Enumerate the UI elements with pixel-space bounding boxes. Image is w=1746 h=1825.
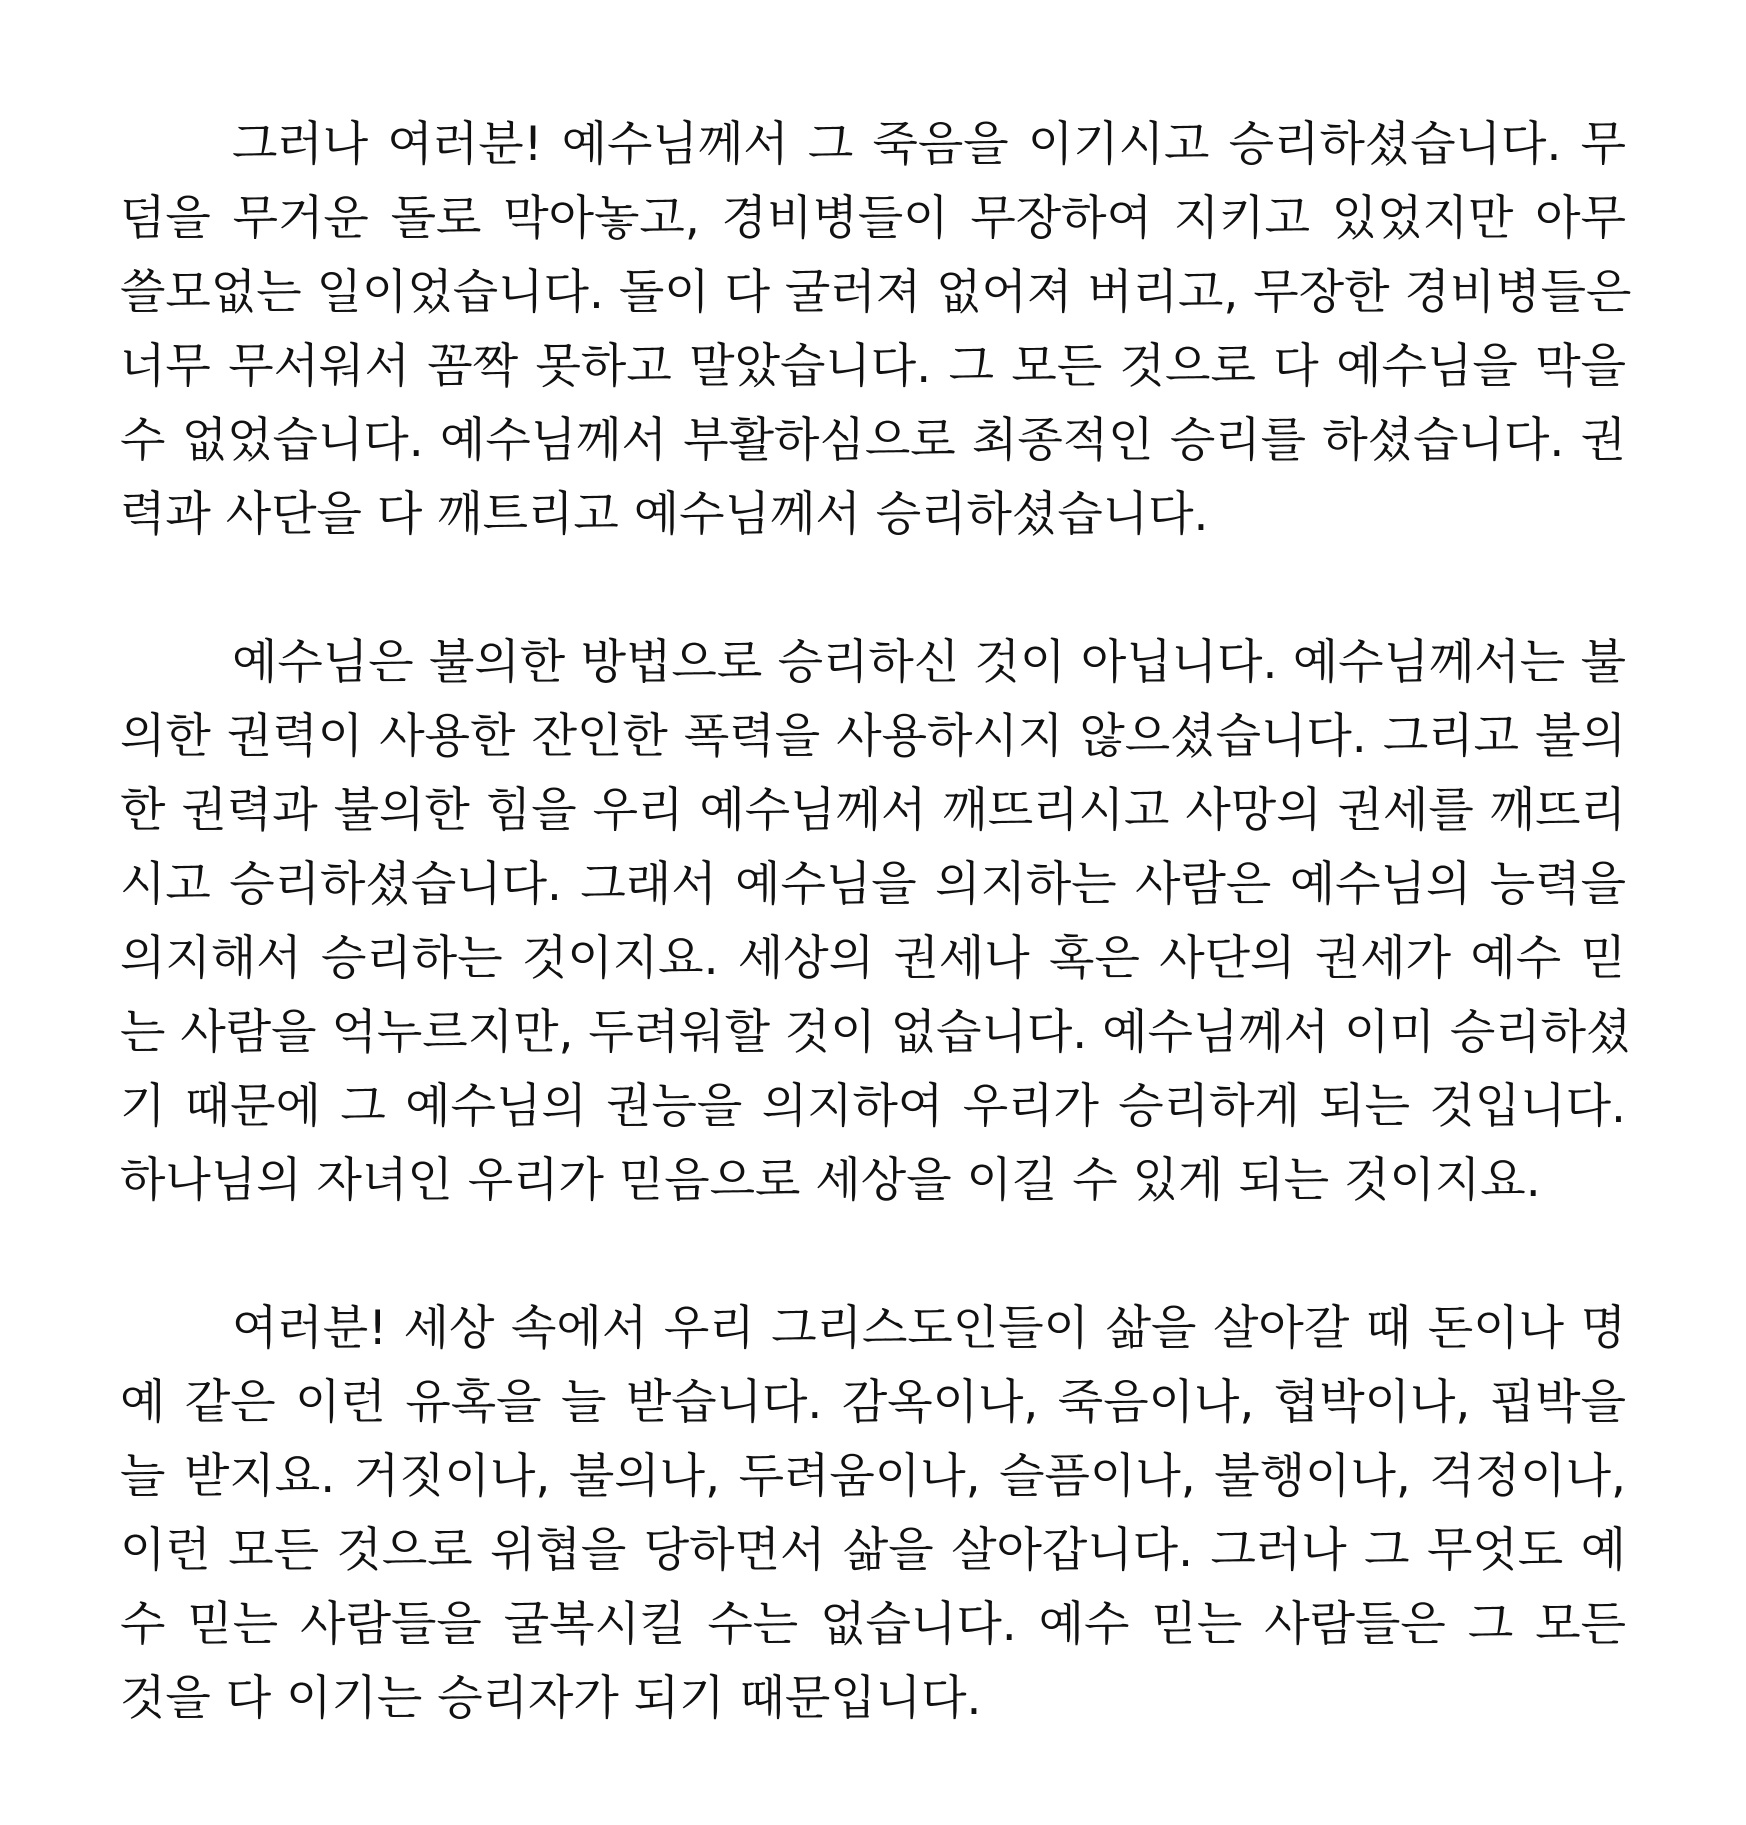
text-line: 력과 사단을 다 깨트리고 예수님께서 승리하셨습니다. [120, 487, 1209, 542]
text-line: 수 믿는 사람들을 굴복시킬 수는 없습니다. 예수 믿는 사람들은 그 모든 [120, 1597, 1626, 1652]
text-line: 의지해서 승리하는 것이지요. 세상의 권세나 혹은 사단의 권세가 예수 믿 [120, 931, 1626, 986]
text-line: 예 같은 이런 유혹을 늘 받습니다. 감옥이나, 죽음이나, 협박이나, 핍박을 [120, 1375, 1626, 1430]
paragraph-1 [120, 108, 1632, 552]
paragraph-2 [120, 626, 1632, 1218]
text-line: 의한 권력이 사용한 잔인한 폭력을 사용하시지 않으셨습니다. 그리고 불의 [120, 709, 1626, 764]
text-line: 하나님의 자녀인 우리가 믿음으로 세상을 이길 수 있게 되는 것이지요. [120, 1153, 1541, 1208]
text-line: 늘 받지요. 거짓이나, 불의나, 두려움이나, 슬픔이나, 불행이나, 걱정이나, [120, 1449, 1626, 1504]
document-body [120, 108, 1632, 1810]
text-line: 덤을 무거운 돌로 막아놓고, 경비병들이 무장하여 지키고 있었지만 아무 [120, 191, 1626, 246]
text-line: 그러나 여러분! 예수님께서 그 죽음을 이기시고 승리하셨습니다. 무 [232, 117, 1626, 172]
text-line: 는 사람을 억누르지만, 두려워할 것이 없습니다. 예수님께서 이미 승리하셨 [120, 1005, 1632, 1060]
text-line: 예수님은 불의한 방법으로 승리하신 것이 아닙니다. 예수님께서는 불 [232, 635, 1626, 690]
text-line: 한 권력과 불의한 힘을 우리 예수님께서 깨뜨리시고 사망의 권세를 깨뜨리 [120, 783, 1626, 838]
text-line: 시고 승리하셨습니다. 그래서 예수님을 의지하는 사람은 예수님의 능력을 [120, 857, 1626, 912]
text-line: 기 때문에 그 예수님의 권능을 의지하여 우리가 승리하게 되는 것입니다. [120, 1079, 1626, 1134]
text-line: 너무 무서워서 꼼짝 못하고 말았습니다. 그 모든 것으로 다 예수님을 막을 [120, 339, 1626, 394]
text-line: 쓸모없는 일이었습니다. 돌이 다 굴러져 없어져 버리고, 무장한 경비병들은 [120, 265, 1632, 320]
text-line: 이런 모든 것으로 위협을 당하면서 삶을 살아갑니다. 그러나 그 무엇도 예 [120, 1523, 1626, 1578]
text-line: 것을 다 이기는 승리자가 되기 때문입니다. [120, 1671, 982, 1726]
paragraph-3 [120, 1292, 1626, 1736]
text-line: 수 없었습니다. 예수님께서 부활하심으로 최종적인 승리를 하셨습니다. 권 [120, 413, 1626, 468]
text-line: 여러분! 세상 속에서 우리 그리스도인들이 삶을 살아갈 때 돈이나 명 [232, 1301, 1626, 1356]
